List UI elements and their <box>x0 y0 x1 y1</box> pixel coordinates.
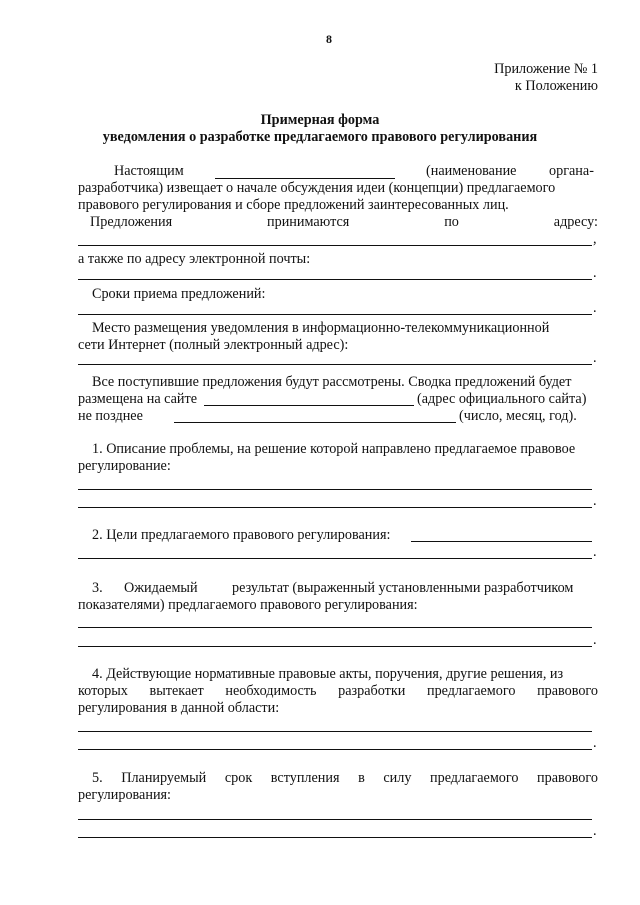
section-2-field[interactable] <box>411 541 592 542</box>
appendix-number: Приложение № 1 <box>494 61 598 77</box>
section-1-line-2: регулирование: <box>78 458 171 474</box>
deadline-field[interactable] <box>174 422 456 423</box>
intro-line-3: правового регулирования и сборе предложений заинтересованных лиц. <box>78 197 509 213</box>
authority-name-field[interactable] <box>215 178 395 179</box>
section-5-word: вступления <box>270 770 340 786</box>
section-4-line-2 <box>78 683 598 700</box>
address-field[interactable] <box>78 245 592 246</box>
summary-line-1: Все поступившие предложения будут рассмотрены. Сводка предложений будет <box>92 374 572 390</box>
period-mark: . <box>593 632 597 648</box>
section-4-field[interactable] <box>78 749 592 750</box>
section-3-num: 3. <box>92 580 103 596</box>
proposals-word: адресу: <box>553 214 598 230</box>
intro-organa: органа- <box>549 163 594 179</box>
section-2-line-1: 2. Цели предлагаемого правового регулирования: <box>92 527 391 543</box>
section-3-field[interactable] <box>78 646 592 647</box>
intro-line-2: разработчика) извещает о начале обсуждения идеи (концепции) предлагаемого <box>78 180 556 196</box>
section-5-line-1 <box>92 770 598 787</box>
proposals-word: принимаются <box>267 214 350 230</box>
section-1-field[interactable] <box>78 507 592 508</box>
form-title: Примерная форма <box>260 112 380 128</box>
section-5-line-2: регулирования: <box>78 787 172 803</box>
page-number: 8 <box>326 32 332 46</box>
url-field[interactable] <box>78 364 592 365</box>
summary-label-deadline: не позднее <box>78 408 143 424</box>
section-5-word: правового <box>537 770 598 786</box>
period-field[interactable] <box>78 314 592 315</box>
section-1-line-1: 1. Описание проблемы, на решение которой направлено предлагаемое правовое <box>92 441 576 457</box>
section-4-word: необходимость <box>225 683 317 699</box>
section-5-field[interactable] <box>78 837 592 838</box>
section-2-field[interactable] <box>78 558 592 559</box>
email-field[interactable] <box>78 279 592 280</box>
section-4-word: разработки <box>338 683 406 699</box>
proposals-line <box>90 214 598 231</box>
address-comma: , <box>593 231 597 247</box>
email-label: а также по адресу электронной почты: <box>78 251 311 267</box>
period-mark: . <box>593 823 597 839</box>
section-3-rest: результат (выраженный установленными разработчиком <box>232 580 574 596</box>
period-mark: . <box>593 350 597 366</box>
period-mark: . <box>593 493 597 509</box>
section-5-word: в <box>358 770 365 786</box>
section-3-field[interactable] <box>78 627 592 628</box>
summary-label-site: размещена на сайте <box>78 391 198 407</box>
section-5-word: 5. <box>92 770 103 786</box>
section-1-field[interactable] <box>78 489 592 490</box>
summary-date-note: (число, месяц, год). <box>459 408 577 424</box>
section-5-word: предлагаемого <box>430 770 519 786</box>
appendix-ref: к Положению <box>514 78 598 94</box>
section-4-word: вытекает <box>149 683 204 699</box>
proposals-word: Предложения <box>90 214 173 230</box>
intro-paren: (наименование <box>426 163 517 179</box>
period-mark: . <box>593 300 597 316</box>
section-5-word: срок <box>224 770 253 786</box>
form-subtitle: уведомления о разработке предлагаемого правового регулирования <box>102 129 538 145</box>
period-mark: . <box>593 544 597 560</box>
section-5-field[interactable] <box>78 819 592 820</box>
section-4-word: которых <box>78 683 128 699</box>
section-4-line-1: 4. Действующие нормативные правовые акты, поручения, другие решения, из <box>92 666 564 682</box>
proposals-word: по <box>444 214 459 230</box>
section-3-word: Ожидаемый <box>124 580 198 596</box>
placement-line-1: Место размещения уведомления в информационно-телекоммуникационной <box>92 320 550 336</box>
placement-line-2: сети Интернет (полный электронный адрес): <box>78 337 349 353</box>
period-label: Сроки приема предложений: <box>92 286 266 302</box>
period-mark: . <box>593 735 597 751</box>
section-4-word: правового <box>537 683 598 699</box>
section-4-word: предлагаемого <box>426 683 516 699</box>
section-4-field[interactable] <box>78 731 592 732</box>
section-4-line-3: регулирования в данной области: <box>78 700 280 716</box>
section-5-word: силу <box>383 770 412 786</box>
section-5-word: Планируемый <box>121 770 207 786</box>
site-field[interactable] <box>204 405 414 406</box>
period-mark: . <box>593 265 597 281</box>
summary-site-note: (адрес официального сайта) <box>417 391 587 407</box>
intro-word: Настоящим <box>114 163 184 179</box>
section-3-line-2: показателями) предлагаемого правового регулирования: <box>78 597 418 613</box>
